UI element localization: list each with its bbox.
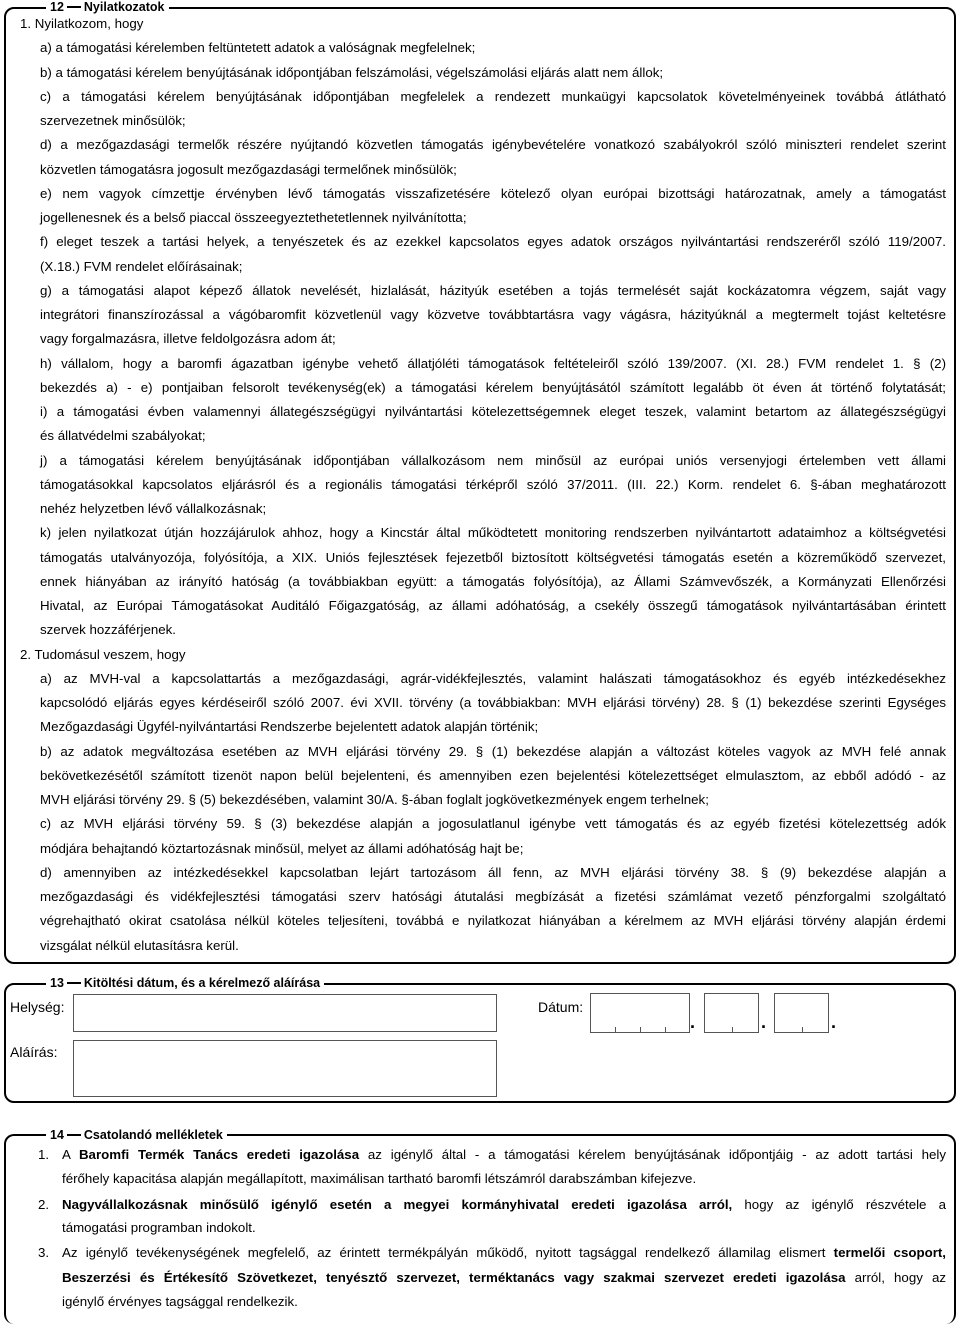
attachment-3-line-3: igénylő érvényes tagsággal rendelkezik. (62, 1294, 298, 1309)
attachment-3-line-1: Az igénylő tevékenységének megfelelő, az érintett termékpályán működő, nyitott tagsággal rendelkező államilag elismert termelői csoport, (62, 1245, 947, 1260)
declaration-line: támogatás utalványozója, folyósítója, a XIX. Uniós fejlesztések fejezetből biztosított költségvetési támogatás esetén a közreműködő szervezet, (40, 550, 946, 565)
declaration-line: (X.18.) FVM rendelet előírásainak; (40, 259, 243, 274)
declaration-line: b) az adatok megváltozása esetében az MVH eljárási törvény 29. § (1) bekezdése alapján a változást köteles vagyok az MVH felé annak (40, 744, 946, 759)
date-day-input[interactable] (774, 993, 829, 1033)
declaration-line: támogatásokkal kapcsolatos eljárásról és a regionális támogatási térképről szóló 37/2011. (III. 22.) Korm. rendelet 6. §-ában meghatározott (40, 477, 946, 492)
declaration-line: 1. Nyilatkozom, hogy (20, 16, 144, 31)
attachment-3-line-2: Beszerzési és Értékesítő Szövetkezet, tenyésztő szervezet, terméktanács vagy szakmai szervezet eredeti igazolása arról, hogy az (62, 1270, 946, 1285)
declaration-line: végrehajtható okirat csatolása nélkül köteles teljesíteni, továbbá e nyilatkozat hiányában a kérelmem az MVH eljárási törvény alapján érdemi (40, 913, 946, 928)
declaration-line: h) vállalom, hogy a baromfi ágazatban igénybe vehető állatjóléti támogatások feltételeiről szóló 139/2007. (XI. 28.) FVM rendelet 1. § (2) (40, 356, 946, 371)
declaration-line: nehéz helyzetben lévő vállalkozásnak; (40, 501, 267, 516)
signature-label: Aláírás: (10, 1044, 58, 1060)
date-separator: . (690, 1012, 696, 1032)
declaration-line: Hivatal, az Európai Támogatásokat Auditáló Főigazgatóság, az állami adóhatóság, a csekély összegű támogatások nyilvántartásában érintett (40, 598, 946, 613)
declaration-line: ennek hiányában az irányító hatóság (a továbbiakban együtt: a támogatás folyósítója), az Állami Számvevőszék, a Kormányzati Ellenőrzési (40, 574, 946, 589)
declaration-line: c) az MVH eljárási törvény 59. § (3) bekezdése alapján a jogosulatlanul igénybe vett támogatás és az egyéb fizetési kötelezettség adók (40, 816, 946, 831)
date-year-input[interactable] (590, 993, 690, 1033)
section-12-title: 12 Nyilatkozatok (46, 0, 169, 14)
declaration-line: bekövetkezésétől számított tizenöt napon belül bejelenteni, és amennyiben ezen bejelentési kötelezettséget elmulasztom, az ebből adódó - az (40, 768, 946, 783)
declaration-line: szervezetnek minősülök; (40, 113, 186, 128)
declaration-line: jogellenesnek és a belső piaccal összeegyeztethetetlennek nyilvánította; (40, 210, 467, 225)
section-13-title: 13 Kitöltési dátum, és a kérelmező aláírása (46, 976, 324, 990)
declaration-line: MVH eljárási törvény 29. § (5) bekezdésében, valamint 30/A. §-ában foglalt jogkövetkezmények engem terhelnek; (40, 792, 709, 807)
attachment-2-line-1: Nagyvállalkozásnak minősülő igénylő esetén a megyei kormányhivatal eredeti igazolása arról, hogy az igénylő részvétele a (62, 1197, 946, 1212)
section-14-title: 14 Csatolandó mellékletek (46, 1128, 227, 1142)
attachment-1-line-1: A Baromfi Termék Tanács eredeti igazolása az igénylő által - a támogatási kérelem benyújtásának időpontjáig - az adott tartási hely (62, 1147, 946, 1162)
place-label: Helység: (10, 999, 65, 1015)
date-separator: . (831, 1012, 837, 1032)
date-month-input[interactable] (704, 993, 759, 1033)
declaration-line: e) nem vagyok címzettje érvényben lévő támogatás visszafizetésére kötelező olyan európai bizottsági határozatnak, amely a támogatást (40, 186, 946, 201)
declaration-line: bekezdés a) - e) pontjaiban felsorolt tevékenység(ek) a támogatási kérelem benyújtásától számított legalább öt éven át történő folytatását; (40, 380, 946, 395)
date-separator: . (761, 1012, 767, 1032)
declaration-line: és állatvédelmi szabályokat; (40, 428, 206, 443)
declaration-line: f) eleget teszek a tartási helyek, a tenyészetek és az ezekkel kapcsolatos egyes adatok országos nyilvántartási rendszeréről szóló 119/2007. (40, 234, 946, 249)
declaration-line: i) a támogatási évben valamennyi állategészségügyi nyilvántartási kötelezettségemnek eleget teszek, valamint betartom az állategészségügyi (40, 404, 946, 419)
declaration-line: a) az MVH-val a kapcsolattartás a mezőgazdasági, agrár-vidékfejlesztés, valamint halászati támogatásokhoz és egyéb intézkedésekhez (40, 671, 946, 686)
declaration-line: kapcsolódó eljárás egyes kérdéseiről szóló 2007. évi XVII. törvény (a továbbiakban: MVH eljárási törvény) 28. § (1) bekezdése szerinti Egységes (40, 695, 946, 710)
attachment-2-number: 2. (38, 1197, 50, 1212)
signature-input[interactable] (73, 1040, 497, 1097)
declaration-line: vagy forgalmazásra, illetve feldolgozásra adom át; (40, 331, 336, 346)
declaration-line: g) a támogatási alapot képező állatok nevelését, hizlalását, házityúk esetében a tojás termelését saját kockázatomra végzem, saját vagy (40, 283, 946, 298)
declaration-line: Mezőgazdasági Ügyfél-nyilvántartási Rendszerbe bejelentett adatok alapján történik; (40, 719, 539, 734)
declaration-line: módjára behajtandó köztartozásnak minősül, melyet az állami adóhatóság hajt be; (40, 841, 524, 856)
declaration-line: a) a támogatási kérelemben feltüntetett adatok a valóságnak megfelelnek; (40, 40, 476, 55)
attachment-3-number: 3. (38, 1245, 50, 1260)
declaration-line: közvetlen támogatásra jogosult mezőgazdasági termelőnek minősülök; (40, 162, 457, 177)
declaration-line: k) jelen nyilatkozat útján hozzájárulok ahhoz, hogy a Kincstár által működtetett monitoring rendszerben nyilvántartott adataimhoz a költségvetési (40, 525, 946, 540)
declaration-line: mezőgazdasági és vidékfejlesztési támogatási szerv hatósági átutalási megbízását a fizetési számlámat vezető pénzforgalmi szolgáltató (40, 889, 946, 904)
declaration-line: szervek hozzáférjenek. (40, 622, 176, 637)
attachment-1-line-2: férőhely kapacitása alapján megállapított, maximálisan tartható baromfi létszámról darabszámban kifejezve. (62, 1171, 697, 1186)
attachment-2-line-2: támogatási programban indokolt. (62, 1220, 256, 1235)
declaration-line: c) a támogatási kérelem benyújtásának időpontjában megfelelek a rendezett munkaügyi kapcsolatok követelményeinek továbbá átlátható (40, 89, 946, 104)
declaration-line: vizsgálat nélkül elutasításra kerül. (40, 938, 239, 953)
declaration-line: d) a mezőgazdasági termelők részére nyújtandó közvetlen támogatás igénybevételére vonatkozó szabályokról szóló miniszteri rendelet szerint (40, 137, 946, 152)
place-input[interactable] (73, 994, 497, 1032)
date-label: Dátum: (538, 999, 584, 1015)
declaration-line: 2. Tudomásul veszem, hogy (20, 647, 186, 662)
attachment-1-number: 1. (38, 1147, 50, 1162)
declaration-line: integrátori finanszírozással a vágóbaromfit közvetlenül vagy közvetve továbbtartásra vagy vágásra, házityúknál a megtermelt tojást keltetésre (40, 307, 946, 322)
declaration-line: j) a támogatási kérelem benyújtásának időpontjában vállalkozásom nem minősül az európai uniós versenyjogi értelemben vett állami (40, 453, 946, 468)
declaration-line: b) a támogatási kérelem benyújtásának időpontjában felszámolási, végelszámolási eljárás alatt nem állok; (40, 65, 664, 80)
declaration-line: d) amennyiben az intézkedésekkel kapcsolatban lejárt tartozásom áll fenn, az MVH eljárási törvény 38. § (9) bekezdése alapján a (40, 865, 946, 880)
